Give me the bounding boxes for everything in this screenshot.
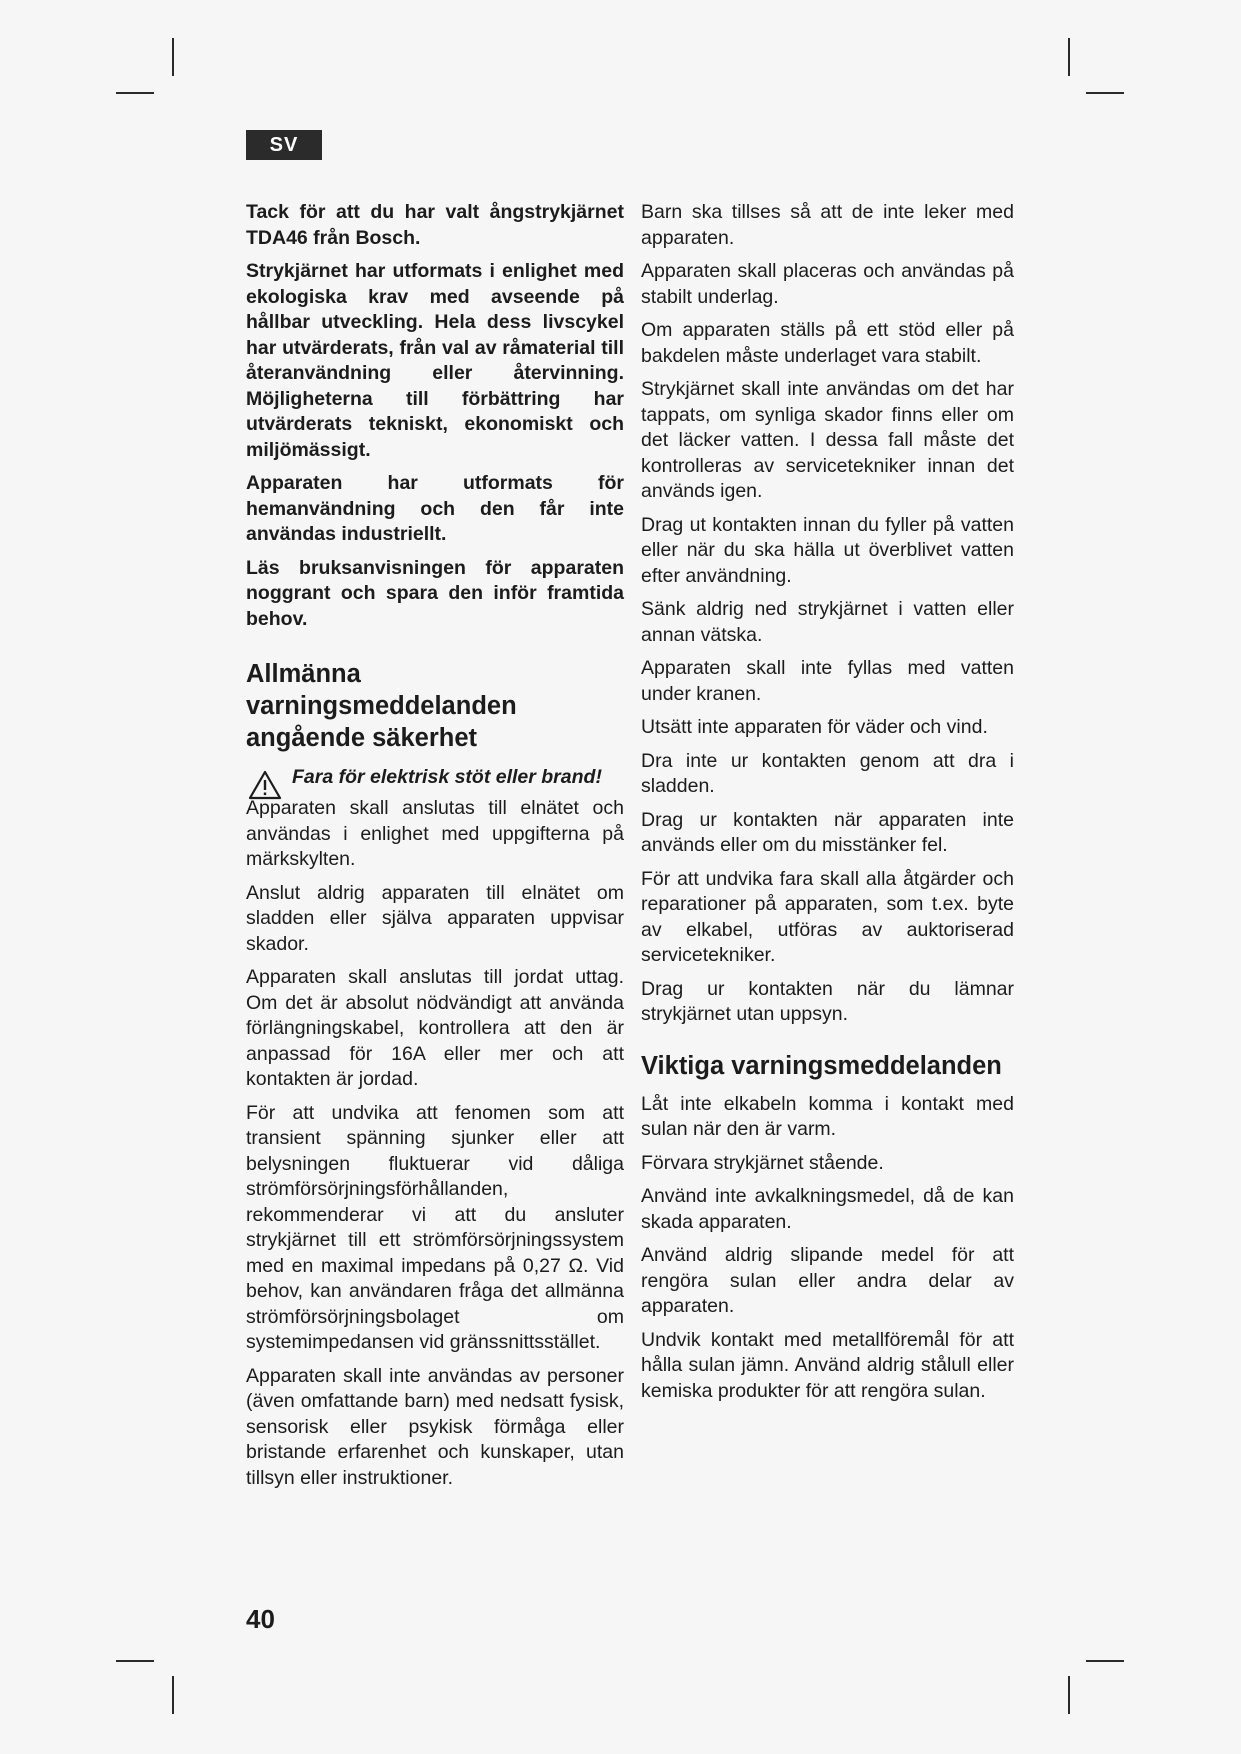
body-paragraph: Apparaten skall placeras och användas på stabilt underlag.: [641, 260, 1014, 308]
body-paragraph: För att undvika att fenomen som att transient spänning sjunker eller att belysningen fluktuerar vid dåliga strömförsörjningsförhållanden, rekommenderar vi att du ansluter strykjärnet till ett strömförsörjningssystem med en maximal impedans på 0,27 Ω. Vid behov, kan användaren fråga det allmänna strömförsörjningsbolaget om systemimpedansen vid gränssnittsstället.: [246, 1101, 624, 1353]
body-paragraph: Utsätt inte apparaten för väder och vind.: [641, 716, 988, 738]
right-column: [641, 200, 1014, 1412]
crop-mark: [172, 38, 174, 76]
body-paragraph: Använd inte avkalkningsmedel, då de kan skada apparaten.: [641, 1185, 1014, 1233]
intro-paragraph: Läs bruksanvisningen för apparaten noggrant och spara den inför framtida behov.: [246, 556, 624, 630]
language-badge: SV: [246, 130, 322, 160]
crop-mark: [172, 1676, 174, 1714]
body-paragraph: Drag ut kontakten innan du fyller på vatten eller när du ska hälla ut överblivet vatten efter användning.: [641, 513, 1014, 587]
crop-mark: [1086, 92, 1124, 94]
body-paragraph: Apparaten skall anslutas till elnätet och användas i enlighet med uppgifterna på märkskylten.: [246, 797, 624, 870]
body-paragraph: Drag ur kontakten när du lämnar strykjärnet utan uppsyn.: [641, 977, 1014, 1025]
body-paragraph: Apparaten skall anslutas till jordat uttag. Om det är absolut nödvändigt att använda förlängningskabel, kontrollera att den är anpassad för 16A eller mer och att kontakten är jordad.: [246, 966, 624, 1090]
body-paragraph: Drag ur kontakten när apparaten inte används eller om du misstänker fel.: [641, 808, 1014, 856]
body-paragraph: Anslut aldrig apparaten till elnätet om sladden eller själva apparaten uppvisar skador.: [246, 881, 624, 955]
body-paragraph: Dra inte ur kontakten genom att dra i sladden.: [641, 749, 1014, 797]
body-paragraph: För att undvika fara skall alla åtgärder och reparationer på apparaten, som t.ex. byte av elkabel, utföras av auktoriserad servicetekniker.: [641, 867, 1014, 966]
crop-mark: [1086, 1660, 1124, 1662]
body-paragraph: Låt inte elkabeln komma i kontakt med sulan när den är varm.: [641, 1092, 1014, 1140]
intro-paragraph: Tack för att du har valt ångstrykjärnet TDA46 från Bosch.: [246, 201, 624, 249]
body-paragraph: Förvara strykjärnet stående.: [641, 1151, 884, 1174]
warning-triangle-icon: [248, 770, 282, 800]
crop-mark: [1068, 1676, 1070, 1714]
crop-mark: [1068, 38, 1070, 76]
section-heading-important-warnings: Viktiga varningsmeddelanden: [641, 1051, 1002, 1080]
body-paragraph: Om apparaten ställs på ett stöd eller på bakdelen måste underlaget vara stabilt.: [641, 319, 1014, 367]
crop-mark: [116, 92, 154, 94]
body-paragraph: Barn ska tillses så att de inte leker med apparaten.: [641, 201, 1014, 249]
page-number: 40: [246, 1604, 275, 1634]
body-paragraph: Apparaten skall inte användas av personer (även omfattande barn) med nedsatt fysisk, sensorisk eller psykisk förmåga eller bristande erfarenhet och kunskaper, utan tillsyn eller instruktioner.: [246, 1364, 624, 1489]
body-paragraph: Använd aldrig slipande medel för att rengöra sulan eller andra delar av apparaten.: [641, 1244, 1014, 1317]
body-paragraph: Apparaten skall inte fyllas med vatten under kranen.: [641, 657, 1014, 705]
intro-paragraph: Strykjärnet har utformats i enlighet med ekologiska krav med avseende på hållbar utveckling. Hela dess livscykel har utvärderats, från val av råmaterial till återanvändning eller återvinning. Möjligheterna till förbättring har utvärderats tekniskt, ekonomiskt och miljömässigt.: [246, 260, 624, 461]
warning-block: [246, 764, 624, 790]
crop-mark: [116, 1660, 154, 1662]
left-column: [246, 200, 624, 1499]
body-paragraph: Sänk aldrig ned strykjärnet i vatten eller annan vätska.: [641, 598, 1014, 646]
body-paragraph: Strykjärnet skall inte användas om det har tappats, om synliga skador finns eller om det läcker vatten. I dessa fall måste det kontrolleras av servicetekniker innan det används igen.: [641, 378, 1014, 502]
intro-paragraph: Apparaten har utformats för hemanvändning och den får inte användas industriellt.: [246, 472, 624, 545]
body-paragraph: Undvik kontakt med metallföremål för att hålla sulan jämn. Använd aldrig stålull eller kemiska produkter för att rengöra sulan.: [641, 1328, 1014, 1402]
section-heading-general-warnings: Allmänna varningsmeddelanden angående säkerhet: [246, 660, 517, 752]
warning-title: Fara för elektrisk stöt eller brand!: [292, 766, 602, 788]
